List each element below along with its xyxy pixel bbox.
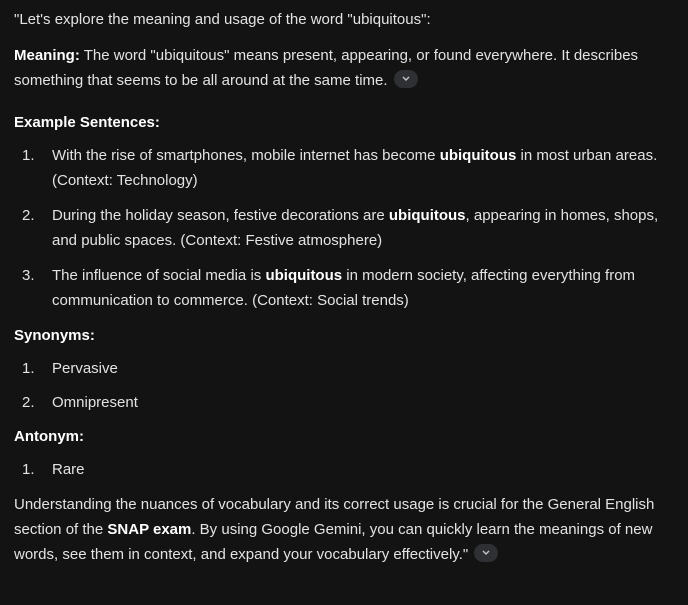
examples-heading: Example Sentences: [14, 114, 160, 131]
example-keyword: ubiquitous [265, 267, 343, 284]
example-text: , appearing in homes, shops, and public spaces. (Context: Festive atmosphere) [52, 207, 659, 249]
antonym-text: Rare [52, 461, 85, 478]
list-item [22, 390, 674, 415]
examples-list [14, 143, 674, 313]
list-item [22, 263, 674, 313]
closing-paragraph [14, 492, 674, 567]
list-number: 3. [22, 267, 35, 284]
synonyms-heading: Synonyms: [14, 327, 95, 344]
list-item [22, 356, 674, 381]
list-number: 1. [22, 147, 35, 164]
meaning-text: The word "ubiquitous" means present, appearing, or found everywhere. It describes something that seems to be all around at the same time. [14, 47, 639, 89]
list-item [22, 457, 674, 482]
intro-text: "Let's explore the meaning and usage of the word "ubiquitous": [14, 11, 431, 28]
example-text: The influence of social media is [52, 267, 266, 284]
synonym-text: Pervasive [52, 360, 118, 377]
chevron-down-icon [482, 550, 490, 555]
list-number: 1. [22, 360, 35, 377]
closing-text: Understanding the nuances of vocabulary and its correct usage is crucial for the General English section of the [14, 496, 655, 538]
example-text: in modern society, affecting everything from communication to commerce. (Context: Social trends) [52, 267, 636, 309]
source-expand-button[interactable] [394, 70, 418, 88]
list-item [22, 203, 674, 253]
example-text: in most urban areas. (Context: Technology) [52, 147, 658, 189]
synonym-text: Omnipresent [52, 394, 138, 411]
example-text: During the holiday season, festive decorations are [52, 207, 389, 224]
antonyms-heading: Antonym: [14, 428, 84, 445]
list-item [22, 143, 674, 193]
meaning-label: Meaning: [14, 47, 80, 64]
list-number: 2. [22, 394, 35, 411]
closing-keyword: SNAP exam [107, 521, 192, 538]
example-keyword: ubiquitous [388, 207, 466, 224]
list-number: 2. [22, 207, 35, 224]
closing-text: . By using Google Gemini, you can quickly learn the meanings of new words, see them in context, and expand your vocabulary effectively." [14, 521, 653, 563]
example-text: With the rise of smartphones, mobile internet has become [52, 147, 440, 164]
example-keyword: ubiquitous [439, 147, 517, 164]
chevron-down-icon [402, 76, 410, 81]
list-number: 1. [22, 461, 35, 478]
antonyms-list [14, 457, 674, 482]
synonyms-list [14, 356, 674, 415]
source-expand-button[interactable] [474, 544, 498, 562]
meaning-paragraph [14, 43, 674, 93]
